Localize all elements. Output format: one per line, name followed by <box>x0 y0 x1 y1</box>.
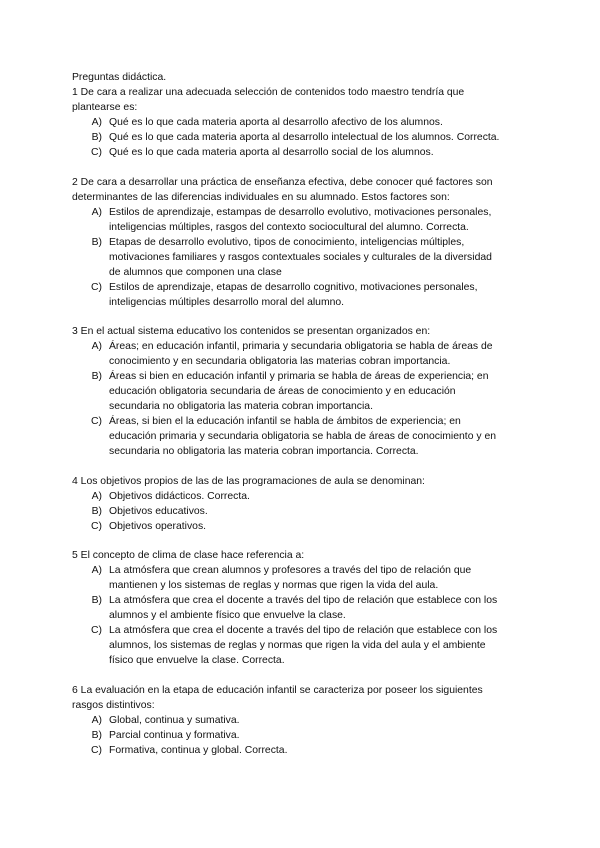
question-stem-line: rasgos distintivos: <box>72 699 155 711</box>
option-letter: A) <box>91 206 102 218</box>
option-text <box>109 713 532 728</box>
option-letter: A) <box>91 341 102 352</box>
question-stem-line: 5 El concepto de clima de clase hace referencia a: <box>72 550 305 561</box>
question-4 <box>72 474 532 534</box>
option-text-line: inteligencias múltiples desarrollo moral del alumno. <box>109 296 345 308</box>
option-text-line: Objetivos didácticos. Correcta. <box>109 490 250 502</box>
question-stem-line: 4 Los objetivos propios de las de las programaciones de aula se denominan: <box>72 475 425 487</box>
option-text-line: mantienen y los sistemas de reglas y normas que rigen la vida del aula. <box>109 580 439 591</box>
option-text-line: educación obligatoria secundaria de áreas de conocimiento y en educación <box>109 386 456 397</box>
option-text-line: motivaciones familiares y rasgos contextuales sociales y culturales de la diversidad <box>109 251 492 263</box>
option-letter: A) <box>91 714 102 726</box>
option-letter: B) <box>91 505 102 517</box>
option-letter: C) <box>91 147 102 158</box>
option-text-line: Qué es lo que cada materia aporta al desarrollo social de los alumnos. <box>109 147 434 158</box>
option-letter: B) <box>91 729 102 741</box>
question-3 <box>72 324 532 459</box>
option-text-line: Objetivos educativos. <box>109 505 208 517</box>
question-6 <box>72 683 532 758</box>
option-letter: A) <box>91 490 102 502</box>
option-letter: C) <box>91 744 102 756</box>
question-stem-line: 6 La evaluación en la etapa de educación infantil se caracteriza por poseer los siguientes <box>72 684 483 696</box>
option-letter: B) <box>91 236 102 248</box>
option-text <box>109 280 532 310</box>
option-text <box>109 504 532 519</box>
option-letter: B) <box>91 371 102 382</box>
option-letter: C) <box>91 625 102 636</box>
option-text <box>109 339 532 369</box>
question-5 <box>72 548 532 668</box>
option-text <box>109 563 532 593</box>
option-text <box>109 369 532 414</box>
option-text-line: educación primaria y secundaria obligatoria se habla de áreas de conocimiento y en <box>109 431 496 442</box>
option-text-line: alumnos y el ambiente físico que envuelve la clase. <box>109 610 346 621</box>
option-text-line: Qué es lo que cada materia aporta al desarrollo intelectual de los alumnos. Correcta. <box>109 132 500 143</box>
answer-option <box>72 504 532 519</box>
option-text-line: Estilos de aprendizaje, estampas de desarrollo evolutivo, motivaciones personales, <box>109 206 492 218</box>
option-text-line: Áreas; en educación infantil, primaria y secundaria obligatoria se habla de áreas de <box>109 341 493 352</box>
question-1 <box>72 85 532 160</box>
answer-option <box>72 563 532 593</box>
option-text <box>109 519 532 534</box>
option-text <box>109 489 532 504</box>
question-stem-line: plantearse es: <box>72 102 138 113</box>
option-text-line: físico que envuelve la clase. Correcta. <box>109 655 285 666</box>
answer-option <box>72 145 532 160</box>
question-stem-line: determinantes de las diferencias individuales en su alumnado. Estos factores son: <box>72 191 450 203</box>
answer-option <box>72 115 532 130</box>
answer-option <box>72 235 532 280</box>
option-text-line: Etapas de desarrollo evolutivo, tipos de conocimiento, inteligencias múltiples, <box>109 236 465 248</box>
option-text-line: inteligencias múltiples, rasgos del contexto sociocultural del alumno. Correcta. <box>109 221 469 233</box>
answer-option <box>72 593 532 623</box>
option-text <box>109 414 532 459</box>
answer-option <box>72 339 532 369</box>
option-text-line: Qué es lo que cada materia aporta al desarrollo afectivo de los alumnos. <box>109 117 443 128</box>
answer-option <box>72 489 532 504</box>
answer-option <box>72 623 532 668</box>
option-letter: B) <box>91 595 102 606</box>
option-text-line: conocimiento y en secundaria obligatoria las materias cobran importancia. <box>109 356 451 367</box>
answer-option <box>72 713 532 728</box>
question-2 <box>72 175 532 310</box>
option-text-line: Áreas si bien en educación infantil y primaria se habla de áreas de experiencia; en <box>109 371 489 382</box>
option-text-line: Estilos de aprendizaje, etapas de desarrollo cognitivo, motivaciones personales, <box>109 281 478 293</box>
question-stem-line: 2 De cara a desarrollar una práctica de enseñanza efectiva, debe conocer qué factores son <box>72 176 493 188</box>
option-text <box>109 743 532 758</box>
answer-option <box>72 130 532 145</box>
option-letter: B) <box>91 132 102 143</box>
option-text-line: secundaria no obligatoria las materia cobran importancia. Correcta. <box>109 446 419 457</box>
option-text <box>109 205 532 235</box>
option-text <box>109 130 532 145</box>
option-letter: C) <box>91 281 102 293</box>
answer-option <box>72 728 532 743</box>
option-text <box>109 728 532 743</box>
option-text-line: alumnos, los sistemas de reglas y normas que rigen la vida del aula y el ambiente <box>109 640 486 651</box>
document-page <box>72 70 532 772</box>
option-text-line: La atmósfera que crea el docente a través del tipo de relación que establece con los <box>109 625 498 636</box>
option-text-line: secundaria no obligatoria las materia cobran importancia. <box>109 401 373 412</box>
option-text <box>109 235 532 280</box>
option-text-line: La atmósfera que crea el docente a través del tipo de relación que establece con los <box>109 595 498 606</box>
option-text-line: Áreas, si bien el la educación infantil se habla de ámbitos de experiencia; en <box>109 416 461 427</box>
option-letter: C) <box>91 416 102 427</box>
answer-option <box>72 205 532 235</box>
option-text-line: Formativa, continua y global. Correcta. <box>109 744 288 756</box>
question-list <box>72 85 532 758</box>
option-letter: A) <box>91 117 102 128</box>
option-text-line: Global, continua y sumativa. <box>109 714 240 726</box>
answer-option <box>72 414 532 459</box>
question-stem-line: 1 De cara a realizar una adecuada selección de contenidos todo maestro tendría que <box>72 87 465 98</box>
option-text <box>109 115 532 130</box>
answer-option <box>72 369 532 414</box>
option-text-line: de alumnos que componen una clase <box>109 266 282 278</box>
option-text-line: Objetivos operativos. <box>109 520 207 532</box>
option-text-line: La atmósfera que crean alumnos y profesores a través del tipo de relación que <box>109 565 472 576</box>
answer-option <box>72 519 532 534</box>
option-text-line: Parcial continua y formativa. <box>109 729 240 741</box>
option-letter: C) <box>91 520 102 532</box>
option-letter: A) <box>91 565 102 576</box>
document-title: Preguntas didáctica. <box>72 72 167 83</box>
option-text <box>109 623 532 668</box>
question-stem-line: 3 En el actual sistema educativo los contenidos se presentan organizados en: <box>72 326 431 337</box>
answer-option <box>72 743 532 758</box>
option-text <box>109 145 532 160</box>
answer-option <box>72 280 532 310</box>
option-text <box>109 593 532 623</box>
